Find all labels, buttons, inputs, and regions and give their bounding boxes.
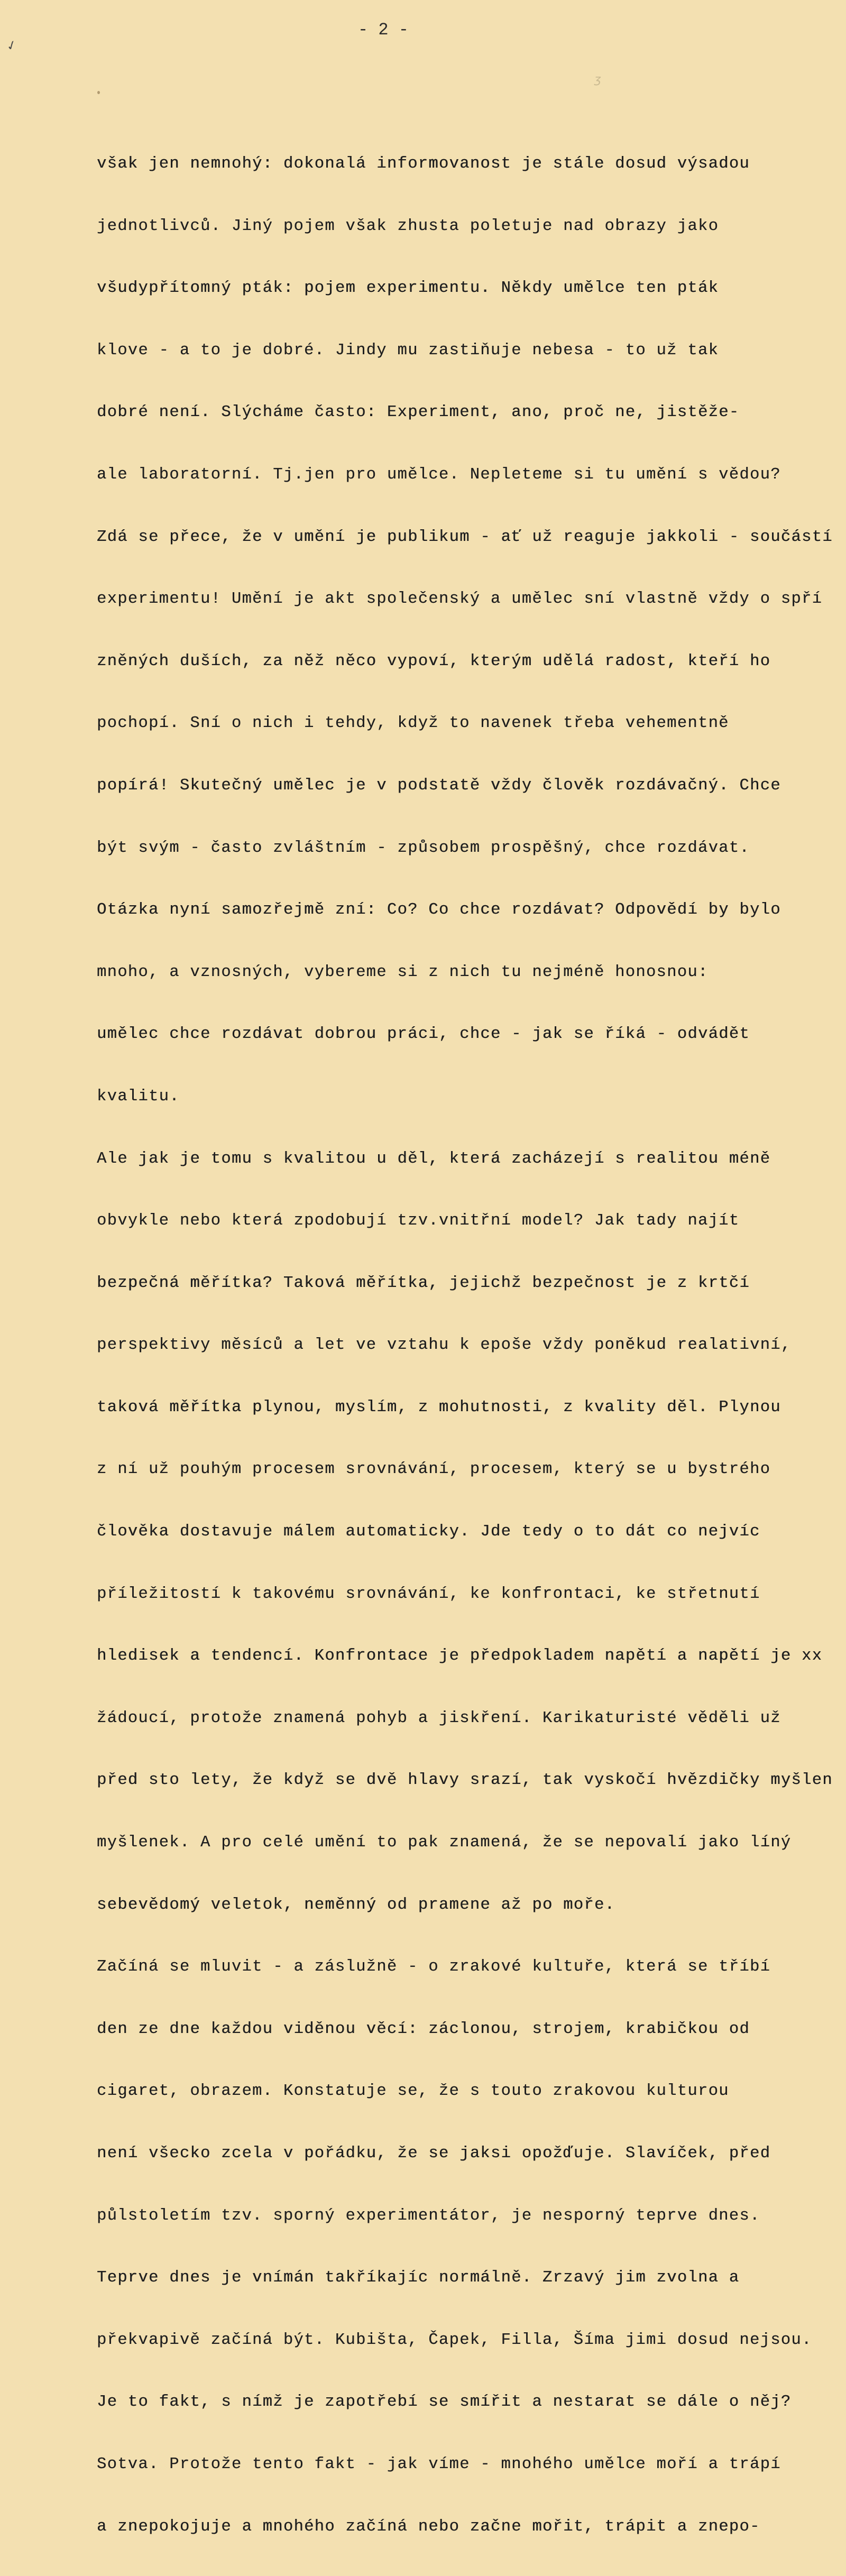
- text-line: popírá! Skutečný umělec je v podstatě vždy člověk rozdávačný. Chce: [97, 776, 781, 795]
- text-line: obvykle nebo která zpodobují tzv.vnitřní model? Jak tady najít: [97, 1212, 740, 1230]
- text-line: hledisek a tendencí. Konfrontace je předpokladem napětí a napětí je xx: [97, 1647, 823, 1666]
- text-line: před sto lety, že když se dvě hlavy srazí, tak vyskočí hvězdičky myšlen: [97, 1771, 833, 1790]
- text-line: všudypřítomný pták: pojem experimentu. Někdy umělce ten pták: [97, 279, 719, 298]
- text-line: mnoho, a vznosných, vybereme si z nich tu nejméně honosnou:: [97, 963, 709, 981]
- text-line: Ale jak je tomu s kvalitou u děl, která zacházejí s realitou méně: [97, 1149, 771, 1168]
- text-line: umělec chce rozdávat dobrou práci, chce - jak se říká - odvádět: [97, 1025, 750, 1044]
- text-line: cigaret, obrazem. Konstatuje se, že s touto zrakovou kulturou: [97, 2082, 729, 2101]
- text-line: klove - a to je dobré. Jindy mu zastiňuje nebesa - to už tak: [97, 341, 719, 360]
- pencil-mark: ʒ: [594, 73, 601, 86]
- text-line: perspektivy měsíců a let ve vztahu k epoše vždy poněkud realativní,: [97, 1336, 792, 1355]
- text-line: není všecko zcela v pořádku, že se jaksi opožďuje. Slavíček, před: [97, 2145, 771, 2163]
- text-line: pochopí. Sní o nich i tehdy, když to navenek třeba vehementně: [97, 714, 729, 733]
- text-line: kvalitu.: [97, 1087, 180, 1106]
- text-line: sebevědomý veletok, neměnný od pramene až po moře.: [97, 1896, 615, 1914]
- text-line: však jen nemnohý: dokonalá informovanost je stále dosud výsadou: [97, 155, 750, 173]
- text-line: Zdá se přece, že v umění je publikum - ať už reaguje jakkoli - součástí: [97, 528, 833, 546]
- text-line: den ze dne každou viděnou věcí: záclonou, strojem, krabičkou od: [97, 2020, 750, 2038]
- text-line: dobré není. Slýcháme často: Experiment, ano, proč ne, jistěže-: [97, 403, 740, 422]
- text-line: z ní už pouhým procesem srovnávání, procesem, který se u bystrého: [97, 1460, 771, 1479]
- text-line: Otázka nyní samozřejmě zní: Co? Co chce rozdávat? Odpovědí by bylo: [97, 901, 781, 919]
- text-line: jednotlivců. Jiný pojem však zhusta poletuje nad obrazy jako: [97, 217, 719, 235]
- text-line: experimentu! Umění je akt společenský a umělec sní vlastně vždy o spří: [97, 590, 823, 609]
- text-line: žádoucí, protože znamená pohyb a jiskření. Karikaturisté věděli už: [97, 1709, 781, 1727]
- text-line: myšlenek. A pro celé umění to pak znamená, že se nepovalí jako líný: [97, 1834, 792, 1852]
- text-line: člověka dostavuje málem automaticky. Jde tedy o to dát co nejvíc: [97, 1523, 760, 1541]
- text-line: půlstoletím tzv. sporný experimentátor, je nesporný teprve dnes.: [97, 2206, 760, 2225]
- body-text: [97, 115, 845, 2576]
- text-line: překvapivě začíná být. Kubišta, Čapek, Filla, Šíma jimi dosud nejsou.: [97, 2331, 812, 2349]
- page-number: - 2 -: [357, 20, 409, 40]
- text-line: Je to fakt, s nímž je zapotřebí se smířit a nestarat se dále o něj?: [97, 2393, 792, 2412]
- text-line: Sotva. Protože tento fakt - jak víme - mnohého umělce moří a trápí: [97, 2455, 781, 2473]
- text-line: taková měřítka plynou, myslím, z mohutnosti, z kvality děl. Plynou: [97, 1398, 781, 1416]
- text-line: Začíná se mluvit - a záslužně - o zrakové kultuře, která se tříbí: [97, 1958, 771, 1976]
- text-line: bezpečná měřítka? Taková měřítka, jejichž bezpečnost je z krtčí: [97, 1274, 750, 1292]
- text-line: ale laboratorní. Tj.jen pro umělce. Nepleteme si tu umění s vědou?: [97, 465, 781, 484]
- text-line: a znepokojuje a mnohého začíná nebo začne mořit, trápit a znepo-: [97, 2517, 760, 2536]
- ink-tick-mark: ✓: [4, 36, 20, 54]
- text-line: být svým - často zvláštním - způsobem prospěšný, chce rozdávat.: [97, 839, 750, 857]
- text-line: Teprve dnes je vnímán takříkajíc normálně. Zrzavý jim zvolna a: [97, 2269, 740, 2287]
- ink-dot: [97, 91, 100, 94]
- text-line: zněných duších, za něž něco vypoví, kterým udělá radost, kteří ho: [97, 652, 771, 670]
- text-line: příležitostí k takovému srovnávání, ke konfrontaci, ke střetnutí: [97, 1585, 760, 1603]
